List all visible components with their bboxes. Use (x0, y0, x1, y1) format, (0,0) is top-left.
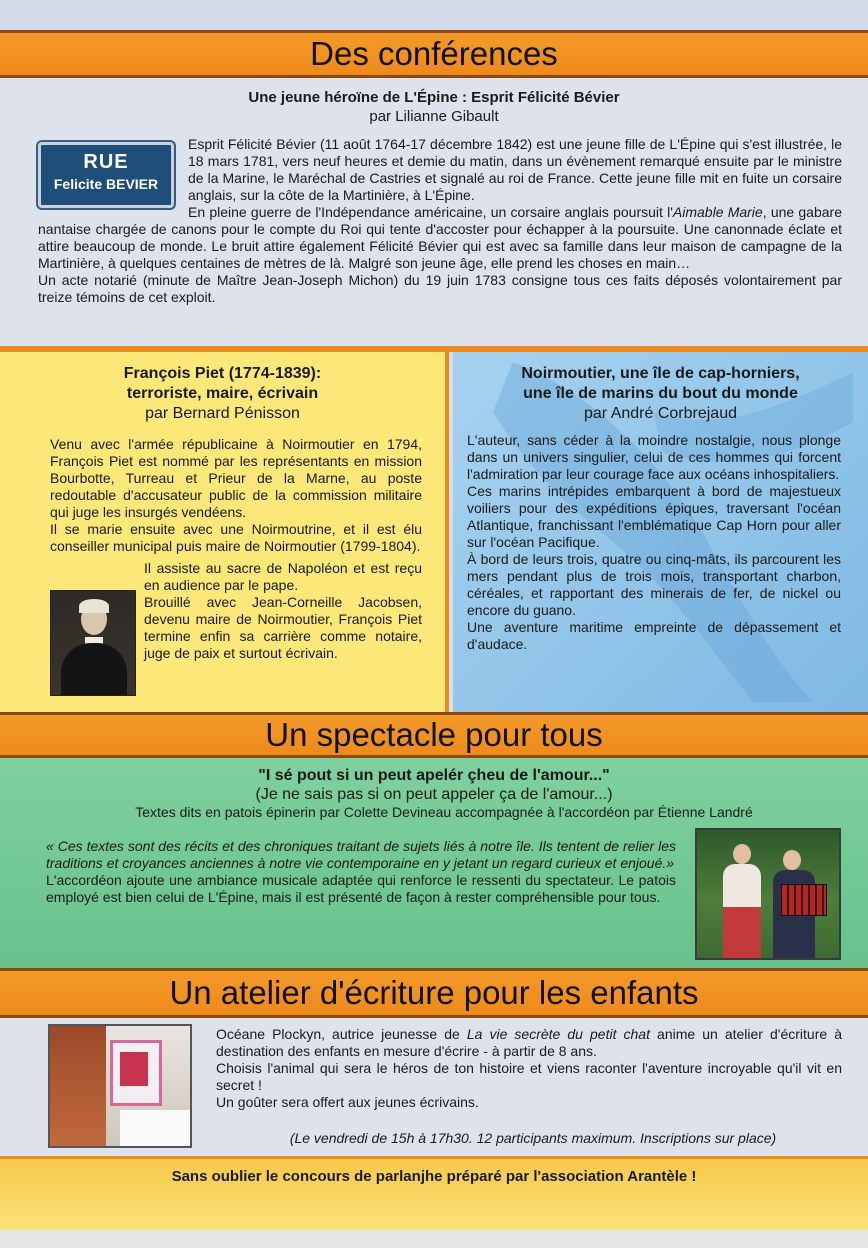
bevier-p2-b: , une gabare nantaise chargée de canons pour le compte du Roi qui tente d'accoster pour échapper à la poursuite. Une canonnade éclate et attire beaucoup de monde. Le bruit attire également Félicité Bévier qui est avec sa famille dans leur maison de campagne de la Martinière, à quelques centaines de mètres de là. Malgré son jeune âge, elle prend les choses en main… (38, 204, 842, 271)
spectacle-p2: L'accordéon ajoute une ambiance musicale adaptée qui renforce le ressenti du spectateur. Le patois employé est bien celui de L'Épine, mais il est présenté de façon à rester compréhensible pour tous. (46, 872, 676, 905)
piet-author: par Bernard Pénisson (145, 405, 300, 422)
paper-sheet (120, 1110, 190, 1146)
performer-woman-dress (723, 864, 761, 960)
section-heading-atelier (0, 968, 868, 1018)
piet-p4: Brouillé avec Jean-Corneille Jacobsen, devenu maire de Noirmoutier, François Piet termine enfin sa carrière comme notaire, juge de paix et surtout écrivain. (144, 594, 422, 661)
atelier-p2: Choisis l'animal qui sera le héros de ton histoire et viens raconter l'aventure incroyable qu'il vit en secret ! (216, 1060, 842, 1093)
atelier-panel (0, 1018, 868, 1156)
noirmoutier-title-1: Noirmoutier, une île de cap-horniers, (521, 365, 800, 382)
child-writing-photo (48, 1024, 192, 1148)
bevier-p2 (38, 204, 842, 272)
top-strip (0, 0, 868, 30)
spectacle-credit: Textes dits en patois épinerin par Colette Devineau accompagnée à l'accordéon par Étienne Landré (135, 804, 753, 820)
atelier-p3: Un goûter sera offert aux jeunes écrivains. (216, 1094, 479, 1110)
noirmoutier-body (467, 432, 841, 653)
bevier-p1: Esprit Félicité Bévier (11 août 1764-17 décembre 1842) est une jeune fille de L'Épine qui s'est illustrée, le 18 mars 1781, vers neuf heures et demie du matin, dans un évènement remarqué ensuite par le ministre de la Marine, le Maréchal de Castries et signalé au roi de France. Cette jeune fille mit en fuite un corsaire anglais, sur la côte de la Martinière, à L'Épine. (188, 136, 842, 203)
sign-float (38, 136, 188, 212)
piet-p3: Il assiste au sacre de Napoléon et est reçu en audience par le pape. (144, 560, 422, 593)
heading-text: Un spectacle pour tous (265, 716, 603, 753)
spectacle-panel (0, 758, 868, 968)
noirmoutier-author: par André Corbrejaud (584, 405, 737, 422)
bevier-author: par Lilianne Gibault (369, 108, 499, 125)
section-heading-spectacle (0, 712, 868, 758)
footer-text: Sans oublier le concours de parlanjhe préparé par l'association Arantèle ! (171, 1168, 697, 1185)
atelier-note: (Le vendredi de 15h à 17h30. 12 participants maximum. Inscriptions sur place) (289, 1130, 777, 1146)
bottom-strip (0, 1230, 868, 1248)
ship-name: Aimable Marie (672, 204, 763, 220)
heading-text: Un atelier d'écriture pour les enfants (169, 974, 699, 1011)
noirmoutier-p4: Une aventure maritime empreinte de dépassement et d'audace. (467, 619, 841, 652)
performer-man-head (783, 850, 801, 870)
piet-portrait (50, 590, 136, 696)
atelier-body (216, 1026, 842, 1111)
piet-panel (0, 352, 449, 712)
portrait-hair (79, 599, 109, 613)
spectacle-quote: « Ces textes sont des récits et des chroniques traitant de sujets liés à notre île. Ils tentent de relier les traditions et croyances anciennes à notre vie contemporaine en y jetant un regard curieux et enjoué.» (46, 838, 676, 871)
bevier-body (38, 136, 842, 306)
piet-p1: Venu avec l'armée républicaine à Noirmoutier en 1794, François Piet est nommé par les représentants en mission Bourbotte, Turreau et Prieur de la Marne, au poste redoutable d'accusateur public de la commission militaire qui juge les insurgés vendéens. (50, 436, 422, 520)
piet-title-1: François Piet (1774-1839): (123, 365, 322, 382)
spectacle-body (46, 838, 676, 906)
bevier-p3: Un acte notarié (minute de Maître Jean-Joseph Michon) du 19 juin 1783 consigne tous ces faits déposés volontairement par treize témoins de cet exploit. (38, 272, 842, 305)
book-illustration (120, 1052, 148, 1086)
section-heading-conferences (0, 30, 868, 78)
portrait-coat (61, 643, 127, 696)
performer-woman-head (733, 844, 751, 864)
noirmoutier-panel (453, 352, 868, 712)
bevier-title: Une jeune héroïne de L'Épine : Esprit Félicité Bévier (248, 89, 620, 106)
accordion-icon (781, 884, 827, 916)
child-hair (50, 1026, 106, 1148)
sign-rue: RUE (83, 151, 129, 173)
book-title: La vie secrète du petit chat (466, 1026, 650, 1042)
noirmoutier-title-2: une île de marins du bout du monde (523, 385, 798, 402)
heading-text: Des conférences (310, 35, 558, 72)
sign-name: Felicite BEVIER (53, 176, 159, 192)
atelier-p1-a: Océane Plockyn, autrice jeunesse de (216, 1026, 467, 1042)
footer-bar (0, 1156, 868, 1230)
noirmoutier-p3: À bord de leurs trois, quatre ou cinq-mâts, ils parcourent les mers pendant plus de trois mois, transportant charbon, céréales, et rapportant des minerais de fer, de nickel ou encore du guano. (467, 551, 841, 618)
noirmoutier-p2: Ces marins intrépides embarquent à bord de majestueux voiliers pour des expéditions épiques, traversant l'océan Atlantique, franchissant l'emblématique Cap Horn pour aller sur l'océan Pacifique. (467, 483, 841, 550)
bevier-panel (0, 78, 868, 348)
atelier-p1-b: anime un atelier d'écriture à destination des enfants en mesure d'écrire - à partir de 8 ans. (216, 1026, 843, 1059)
spectacle-subtitle: (Je ne sais pas si on peut appeler ça de l'amour...) (255, 786, 613, 803)
atelier-p1 (216, 1026, 842, 1060)
noirmoutier-p1: L'auteur, sans céder à la moindre nostalgie, nous plonge dans un univers singulier, celui de ces hommes qui forcent l'admiration par leur courage face aux océans inhospitaliers. (467, 432, 841, 482)
piet-title-2: terroriste, maire, écrivain (126, 385, 319, 402)
spectacle-title: "I sé pout si un peut apelér çheu de l'amour..." (258, 767, 610, 784)
bevier-p2-a: En pleine guerre de l'Indépendance américaine, un corsaire anglais poursuit l' (188, 204, 673, 220)
piet-p2: Il se marie ensuite avec une Noirmoutrine, et il est élu conseiller municipal puis maire de Noirmoutier (1799-1804). (50, 521, 422, 554)
accordion-performers-photo (695, 828, 841, 960)
